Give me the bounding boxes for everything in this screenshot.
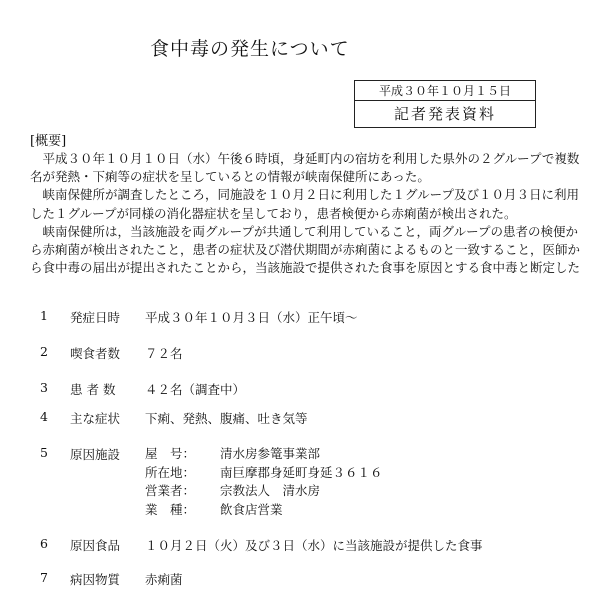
list-item <box>0 380 600 400</box>
summary-heading: [概要] <box>30 134 67 149</box>
list-item <box>0 409 600 429</box>
item-label: 原因施設 <box>70 447 121 462</box>
summary-paragraph: 平成３０年１０月１０日（水）午後６時頃，身延町内の宿坊を利用した県外の２グループで複数名が発熱・下痢等の症状を呈しているとの情報が峡南保健所にあった。 <box>30 151 580 185</box>
facility-row <box>145 482 383 501</box>
item-value: 平成３０年１０月３日（水）正午頃～ <box>145 310 358 325</box>
item-number: 1 <box>40 308 48 323</box>
item-value: ７２名 <box>145 346 183 361</box>
facility-key: 所在地： <box>145 464 196 480</box>
item-number: 7 <box>40 570 48 585</box>
item-value: 赤痢菌 <box>145 572 183 587</box>
press-release-label: 記者発表資料 <box>393 105 496 123</box>
list-item <box>0 308 600 328</box>
summary-paragraph: 峡南保健所が調査したところ，同施設を１０月２日に利用した１グループ及び１０月３日に利用した１グループが同様の消化器症状を呈しており，患者検便から赤痢菌が検出された。 <box>30 187 580 221</box>
facility-row <box>145 501 383 520</box>
summary-paragraph: 峡南保健所は，当該施設を両グループが共通して利用していること，両グループの患者の検便から赤痢菌が検出されたこと，患者の症状及び潜伏期間が赤痢菌によるものと一致すること，医師から食中毒の届出が提出されたことから，当該施設で提供された食事を原因とする食中毒と断定した <box>30 223 581 276</box>
facility-details <box>145 445 383 519</box>
list-item <box>0 344 600 364</box>
facility-value: 宗教法人 清水房 <box>220 483 321 498</box>
item-label: 原因食品 <box>70 538 121 553</box>
facility-value: 清水房参篭事業部 <box>220 446 321 461</box>
facility-key: 屋 号： <box>145 446 196 461</box>
item-number: 4 <box>40 409 48 424</box>
press-date: 平成３０年１０月１５日 <box>355 81 535 101</box>
item-value: ４２名（調査中） <box>145 382 246 397</box>
item-number: 5 <box>40 445 48 460</box>
item-value: １０月２日（火）及び３日（水）に当該施設が提供した食事 <box>145 538 483 553</box>
press-release-box <box>354 80 536 128</box>
facility-row <box>145 464 383 483</box>
document-title: 食中毒の発生について <box>150 38 350 60</box>
list-item <box>0 536 600 556</box>
facility-key: 業 種： <box>145 501 196 517</box>
item-number: 6 <box>40 536 48 551</box>
summary-body <box>30 150 590 277</box>
item-label: 患 者 数 <box>70 382 116 397</box>
item-label: 喫食者数 <box>70 346 121 361</box>
item-value: 下痢、発熱、腹痛、吐き気等 <box>145 411 308 426</box>
item-label: 主な症状 <box>70 411 121 426</box>
item-label: 病因物質 <box>70 572 121 587</box>
item-number: 3 <box>40 380 48 395</box>
facility-key: 営業者： <box>145 483 196 498</box>
facility-row <box>145 445 383 464</box>
facility-value: 南巨摩郡身延町身延３６１６ <box>220 464 383 480</box>
item-number: 2 <box>40 344 48 359</box>
item-label: 発症日時 <box>70 310 121 325</box>
list-item <box>0 570 600 590</box>
facility-value: 飲食店営業 <box>220 501 283 517</box>
